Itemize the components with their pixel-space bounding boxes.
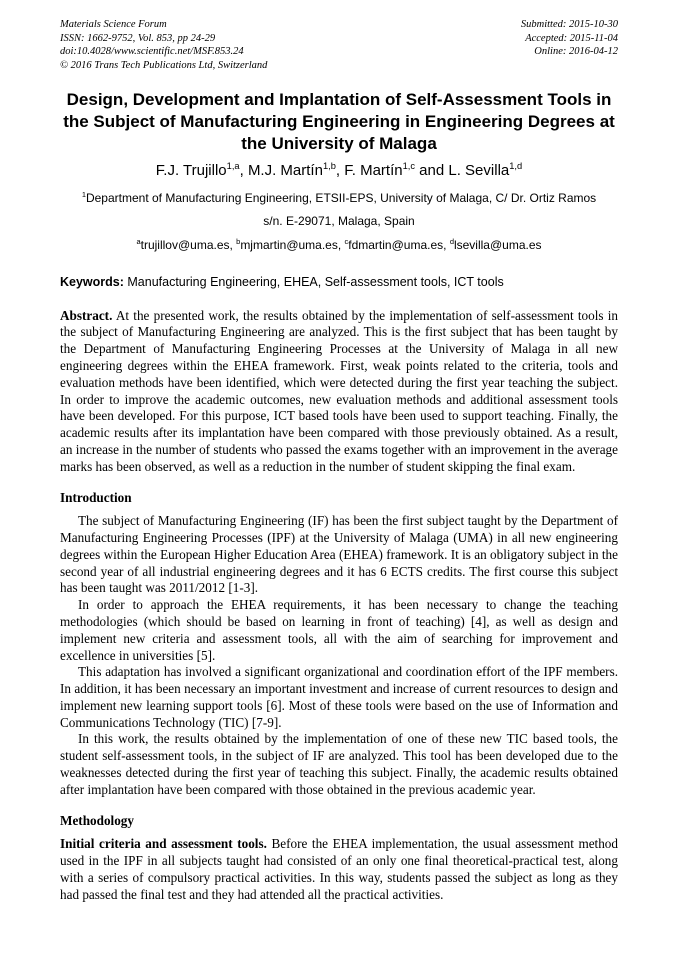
methodology-text: Before the EHEA implementation, the usual assessment method used in the IPF in all subjects taught had consisted of an only one final theoretical-practical test, along with a series of compulsory practical activities. In this way, students passed the subject as long as they had passed the final test and they had attended all the practical activities.: [60, 836, 618, 902]
header-dates: [521, 18, 618, 73]
email-marker: a: [136, 236, 141, 246]
introduction-paragraph-2: In order to approach the EHEA requirements, it has been necessary to change the teaching methodologies (which should be based on learning in front of teaching) [4], as well as design and implement new criteria and assessment tools, all with the aim of searching for improvement and excellence in universities [5].: [60, 597, 618, 663]
section-heading-methodology: Methodology: [60, 813, 134, 829]
introduction-paragraph-4: In this work, the results obtained by the implementation of one of these new TIC based tools, the student self-assessment tools, in the subject of IF are analyzed. This tool has been developed due to the weaknesses detected during the first year of teaching this subject. Finally, the academic results obtained after implantation have been compared with those obtained in the previous academic year.: [60, 731, 618, 797]
keywords-label: Keywords:: [60, 274, 124, 289]
author-separator: ,: [335, 161, 345, 179]
doi-line: doi:10.4028/www.scientific.net/MSF.853.24: [60, 46, 244, 58]
issn-volume-line: ISSN: 1662-9752, Vol. 853, pp 24-29: [60, 32, 216, 44]
author-affiliation-marker: 1,a: [226, 160, 240, 171]
author-emails-line: [60, 238, 618, 252]
abstract-paragraph: [60, 308, 618, 476]
section-heading-introduction: Introduction: [60, 490, 132, 506]
introduction-paragraph-1: The subject of Manufacturing Engineering (IF) has been the first subject taught by the Department of Manufacturing Engineering Processes (IPF) at the University of Malaga (UMA) in all new engineering degrees within the European Higher Education Area (EHEA) framework. It is an obligatory subject in the second year of all industrial engineering degrees and it has 6 ECTS credits. The first course this subject has been taught was 2011/2012 [1-3].: [60, 513, 618, 596]
keywords-text: Manufacturing Engineering, EHEA, Self-assessment tools, ICT tools: [123, 274, 504, 289]
journal-name: Materials Science Forum: [60, 19, 167, 30]
author-name: F.J. Trujillo: [155, 161, 227, 179]
abstract-text: At the presented work, the results obtained by the implementation of self-assessment tools in the subject of Manufacturing Engineering are analyzed. This is the first subject that has been taught by the Department of Manufacturing Engineering Processes at the University of Malaga in all new engineering degrees within the EHEA framework. First, weak points related to the criteria, tools and evaluation methods have been identified, which were detected during the first year teaching the subject. In order to improve the academic outcomes, new evaluation methods and additional assessment tools have been developed. For this purpose, ICT based tools have been used to support teaching. Finally, the academic results after its implantation have been compared with those previously obtained. As a result, an increase in the number of students who passed the exams together with an improvement in the average marks has been observed, as well as a reduction in the number of student skipping the final exam.: [60, 307, 618, 474]
author-affiliation-marker: 1,d: [509, 160, 523, 171]
email-separator: ,: [443, 237, 450, 252]
author-name: L. Sevilla: [448, 161, 510, 179]
email-separator: ,: [229, 237, 237, 252]
copyright-line: © 2016 Trans Tech Publications Ltd, Switzerland: [60, 59, 268, 71]
accepted-date: Accepted: 2015-11-04: [525, 32, 618, 44]
methodology-paragraph: [60, 836, 618, 903]
methodology-lead: Initial criteria and assessment tools.: [60, 836, 267, 852]
email-separator: ,: [337, 237, 345, 252]
email-marker: d: [449, 236, 454, 246]
affiliation-marker: 1: [81, 189, 86, 199]
paper-header: [60, 18, 618, 73]
paper-title: Design, Development and Implantation of Self-Assessment Tools in the Subject of Manufacturing Engineering in Engineering Degrees at the University of Malaga: [63, 89, 615, 153]
submitted-date: Submitted: 2015-10-30: [520, 19, 618, 30]
author-name: M.J. Martín: [247, 161, 323, 179]
authors-line: [60, 162, 618, 179]
online-date: Online: 2016-04-12: [534, 46, 618, 58]
abstract-label: Abstract.: [60, 307, 113, 323]
author-name: F. Martín: [344, 161, 403, 179]
affiliation-text: Department of Manufacturing Engineering, ETSII-EPS, University of Malaga, C/ Dr. Ortiz Ramos: [85, 190, 597, 205]
header-publication-info: [60, 18, 267, 73]
email-marker: c: [344, 236, 349, 246]
email-address: fdmartin@uma.es: [348, 237, 444, 252]
email-address: lsevilla@uma.es: [453, 237, 542, 252]
affiliation-text-line2: s/n. E-29071, Malaga, Spain: [263, 213, 415, 228]
email-address: mjmartin@uma.es: [240, 237, 338, 252]
introduction-paragraph-3: This adaptation has involved a significant organizational and coordination effort of the IPF members. In addition, it has been necessary an important investment and increase of current resources to design and implement new learning support tools [6]. Most of these tools were based on the use of Information and Communications Technology (TIC) [7-9].: [60, 664, 618, 730]
author-affiliation-marker: 1,b: [322, 160, 336, 171]
keywords-line: [60, 274, 618, 291]
affiliation-line: [60, 191, 618, 228]
email-marker: b: [236, 236, 241, 246]
author-separator: and: [415, 161, 449, 179]
author-separator: ,: [239, 161, 248, 179]
email-address: trujillov@uma.es: [140, 237, 230, 252]
author-affiliation-marker: 1,c: [402, 160, 415, 171]
